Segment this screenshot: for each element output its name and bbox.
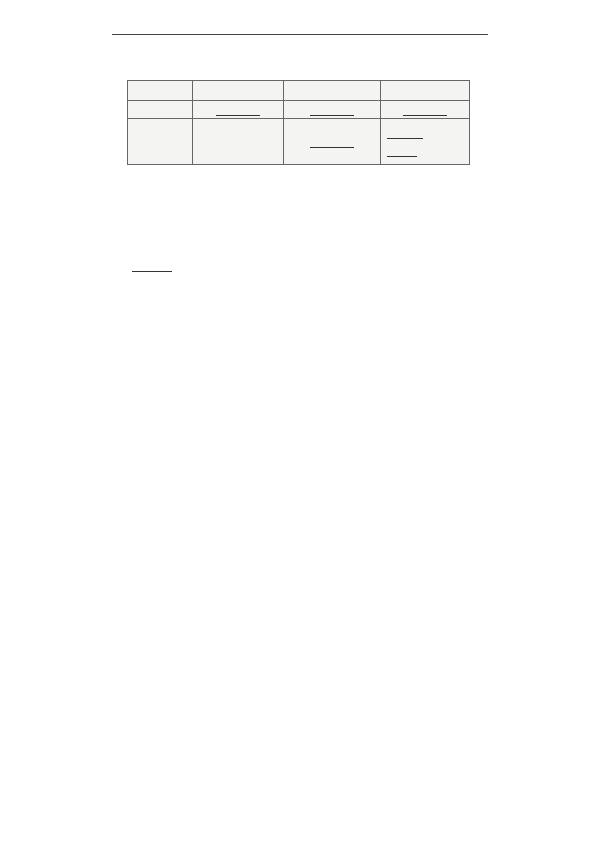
table-cell — [193, 119, 284, 165]
table-header-cell — [381, 81, 470, 101]
table-header-cell — [128, 81, 193, 101]
header-rule — [112, 34, 488, 35]
table-cell — [128, 101, 193, 119]
table-cell — [128, 119, 193, 165]
options-row-1 — [128, 176, 153, 190]
table-cell — [381, 119, 470, 165]
table-header-cell — [193, 81, 284, 101]
blank-cell — [284, 119, 381, 165]
blank-cell — [381, 101, 470, 119]
question-table — [127, 80, 470, 165]
table-header-cell — [284, 81, 381, 101]
question-line-2 — [128, 258, 176, 272]
blank-cell — [284, 101, 381, 119]
blank-cell — [193, 101, 284, 119]
options-row-2 — [128, 207, 149, 221]
page-header — [0, 0, 600, 40]
